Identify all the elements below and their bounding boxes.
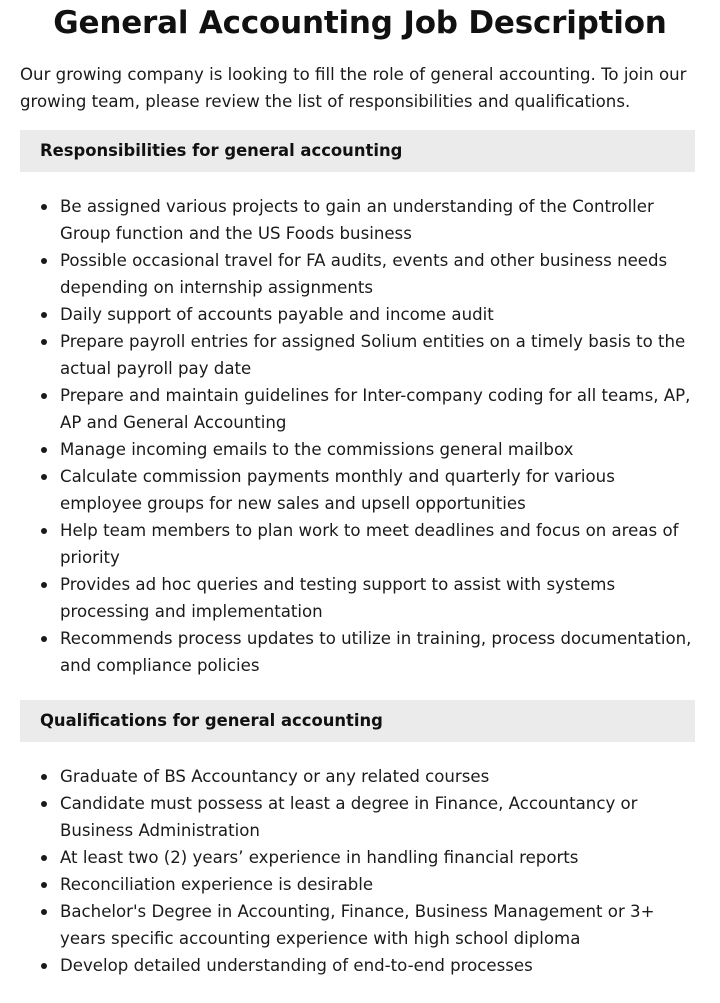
list-item	[20, 436, 700, 463]
list-item-text: Graduate of BS Accountancy or any related courses	[60, 767, 490, 786]
list-item	[20, 382, 700, 436]
list-item-text: Provides ad hoc queries and testing support to assist with systems processing and implementation	[60, 575, 616, 621]
list-item-text: Help team members to plan work to meet deadlines and focus on areas of priority	[60, 521, 679, 567]
list-item-text: Prepare payroll entries for assigned Solium entities on a timely basis to the actual payroll pay date	[60, 332, 686, 378]
bullet-icon	[41, 528, 47, 534]
list-item-text: Daily support of accounts payable and income audit	[60, 305, 494, 324]
qualifications-heading: Qualifications for general accounting	[20, 700, 695, 742]
bullet-icon	[41, 909, 47, 915]
list-item-text: Bachelor's Degree in Accounting, Finance, Business Management or 3+ years specific accounting experience with high school diploma	[60, 902, 655, 948]
list-item	[20, 952, 700, 979]
bullet-icon	[41, 636, 47, 642]
list-item	[20, 571, 700, 625]
list-item	[20, 898, 700, 952]
list-item-text: Candidate must possess at least a degree in Finance, Accountancy or Business Administration	[60, 794, 638, 840]
list-item-text: Be assigned various projects to gain an understanding of the Controller Group function and the US Foods business	[60, 197, 654, 243]
bullet-icon	[41, 474, 47, 480]
list-item	[20, 328, 700, 382]
bullet-icon	[41, 312, 47, 318]
bullet-icon	[41, 582, 47, 588]
bullet-icon	[41, 204, 47, 210]
list-item	[20, 247, 700, 301]
bullet-icon	[41, 447, 47, 453]
responsibilities-heading: Responsibilities for general accounting	[20, 130, 695, 172]
page-title: General Accounting Job Description	[53, 5, 667, 41]
responsibilities-list	[20, 193, 700, 679]
bullet-icon	[41, 855, 47, 861]
list-item	[20, 871, 700, 898]
bullet-icon	[41, 882, 47, 888]
bullet-icon	[41, 963, 47, 969]
list-item-text: Manage incoming emails to the commissions general mailbox	[60, 440, 574, 459]
list-item-text: Reconciliation experience is desirable	[60, 875, 374, 894]
list-item	[20, 790, 700, 844]
bullet-icon	[41, 393, 47, 399]
bullet-icon	[41, 258, 47, 264]
list-item-text: Possible occasional travel for FA audits, events and other business needs depending on internship assignments	[60, 251, 668, 297]
intro-paragraph: Our growing company is looking to fill the role of general accounting. To join our growing team, please review the list of responsibilities and qualifications.	[20, 65, 687, 111]
list-item-text: Prepare and maintain guidelines for Inter-company coding for all teams, AP, AP and General Accounting	[60, 386, 691, 432]
list-item-text: At least two (2) years’ experience in handling financial reports	[60, 848, 579, 867]
bullet-icon	[41, 339, 47, 345]
list-item	[20, 301, 700, 328]
bullet-icon	[41, 774, 47, 780]
list-item-text: Develop detailed understanding of end-to-end processes	[60, 956, 533, 975]
qualifications-list	[20, 763, 700, 979]
list-item	[20, 463, 700, 517]
list-item	[20, 517, 700, 571]
list-item	[20, 763, 700, 790]
list-item-text: Recommends process updates to utilize in training, process documentation, and compliance policies	[60, 629, 692, 675]
list-item	[20, 625, 700, 679]
list-item-text: Calculate commission payments monthly and quarterly for various employee groups for new sales and upsell opportunities	[60, 467, 615, 513]
list-item	[20, 193, 700, 247]
list-item	[20, 844, 700, 871]
bullet-icon	[41, 801, 47, 807]
